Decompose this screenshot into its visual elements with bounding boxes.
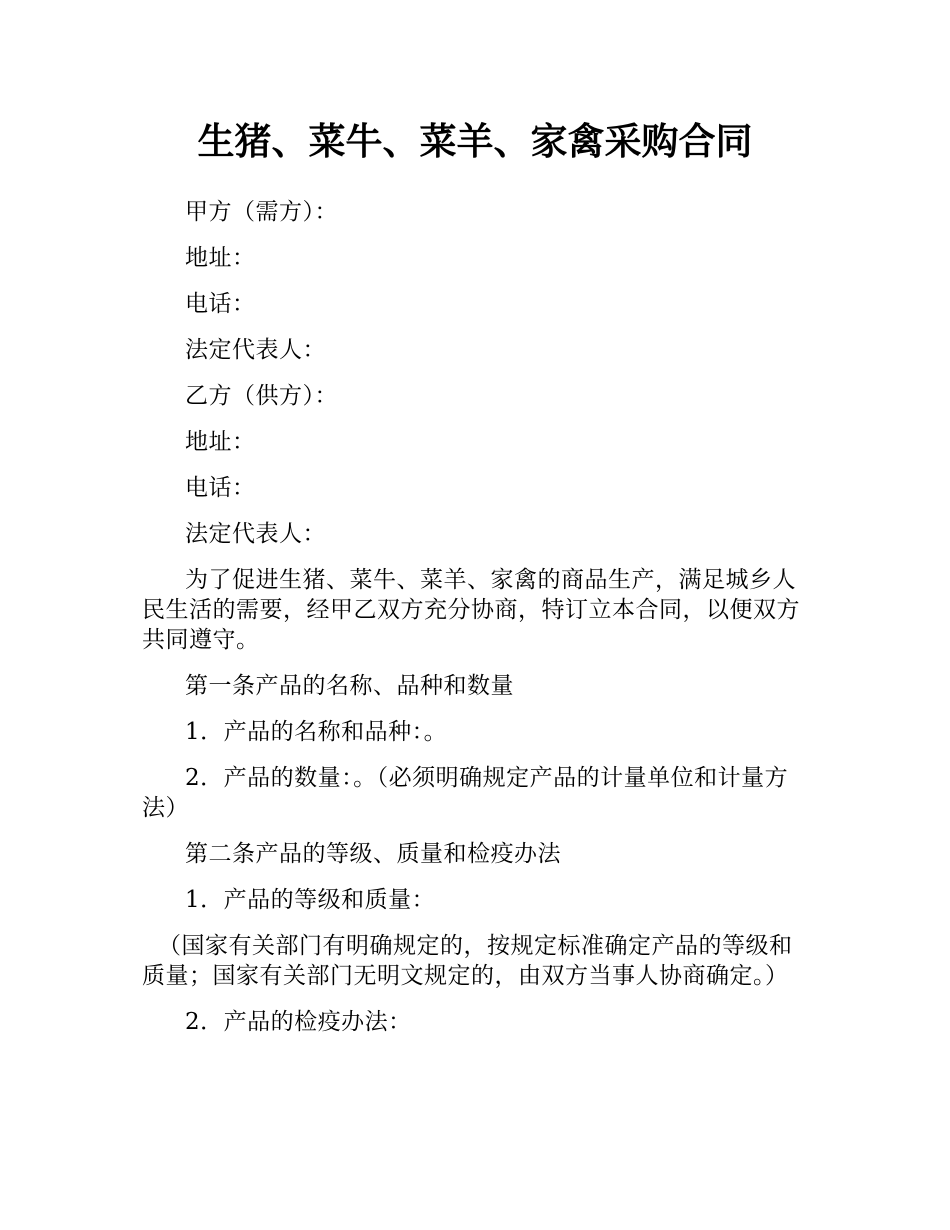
article-2-item-1: 1．产品的等级和质量： (185, 887, 436, 913)
party-b-label: 乙方（供方）： (185, 383, 338, 409)
document-body (142, 197, 814, 1053)
party-b-representative: 法定代表人： (185, 521, 326, 547)
document-title: 生猪、菜牛、菜羊、家禽采购合同 (197, 120, 753, 163)
party-a-address: 地址： (185, 245, 256, 271)
article-2-item-2: 2．产品的检疫办法： (185, 1009, 412, 1035)
preamble-paragraph: 为了促进生猪、菜牛、菜羊、家禽的商品生产，满足城乡人民生活的需要，经甲乙双方充分协商，特订立本合同，以便双方共同遵守。 (142, 567, 800, 653)
article-1-heading: 第一条产品的名称、品种和数量 (185, 673, 514, 699)
party-b-address: 地址： (185, 429, 256, 455)
party-a-label: 甲方（需方）： (185, 199, 338, 225)
party-b-phone: 电话： (185, 475, 256, 501)
article-2-note: （国家有关部门有明确规定的，按规定标准确定产品的等级和质量；国家有关部门无明文规定的，由双方当事人协商确定。） (142, 933, 793, 989)
article-2-heading: 第二条产品的等级、质量和检疫办法 (185, 841, 561, 867)
party-a-representative: 法定代表人： (185, 337, 326, 363)
party-a-phone: 电话： (185, 291, 256, 317)
article-1-item-1: 1．产品的名称和品种：。 (185, 719, 448, 745)
article-1-item-2: 2．产品的数量：。（必须明确规定产品的计量单位和计量方法） (142, 765, 789, 821)
